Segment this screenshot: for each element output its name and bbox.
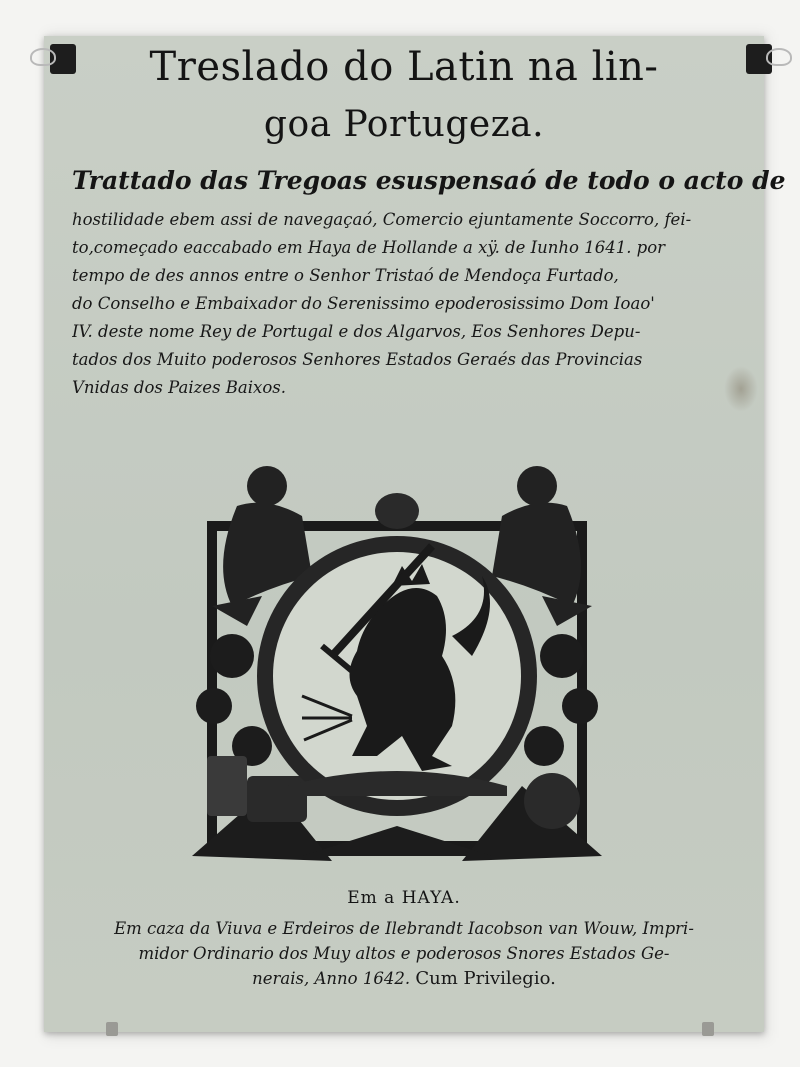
body-line: hostilidade ebem assi de navegaçaó, Comercio ejuntamente Soccorro, fei- [72, 210, 692, 229]
privilege-note: Cum Privilegio. [415, 968, 556, 989]
imprint-date: nerais, Anno 1642. [252, 969, 411, 988]
grotesque-mask-ornament [375, 493, 419, 529]
wall-peg-right [702, 1022, 714, 1036]
treaty-heading: Trattado das Tregoas esuspensaó de todo o acto de [72, 166, 786, 195]
body-line: do Conselho e Embaixador do Serenissimo epoderosissimo Dom Ioao' [72, 294, 655, 313]
treaty-description [72, 206, 748, 402]
body-line: IV. deste nome Rey de Portugal e dos Algarvos, Eos Senhores Depu- [72, 322, 641, 341]
binder-clip-right [746, 44, 772, 74]
wall-peg-left [106, 1022, 118, 1036]
place-of-printing: Em a HAYA. [347, 888, 461, 908]
imprint-line-last [74, 966, 734, 991]
body-line: tempo de des annos entre o Senhor Tristaó de Mendoça Furtado, [72, 266, 619, 285]
body-line: tados dos Muito poderosos Senhores Estados Geraés das Provincias [72, 350, 643, 369]
heraldic-lion-emblem [152, 456, 642, 866]
imprint [74, 916, 734, 991]
printed-title-page [44, 36, 786, 1032]
title-line-1: Treslado do Latin na lin- [149, 44, 659, 90]
imprint-line: Em caza da Viuva e Erdeiros de Ilebrandt Iacobson van Wouw, Impri- [114, 919, 694, 938]
binder-clip-left [50, 44, 76, 74]
body-line: to,começado eaccabado em Haya de Hollande a xÿ. de Iunho 1641. por [72, 238, 666, 257]
imprint-line: midor Ordinario dos Muy altos e poderosos Snores Estados Ge- [138, 944, 670, 963]
body-line: Vnidas dos Paizes Baixos. [72, 378, 286, 397]
title-line-2: goa Portugeza. [263, 104, 545, 145]
